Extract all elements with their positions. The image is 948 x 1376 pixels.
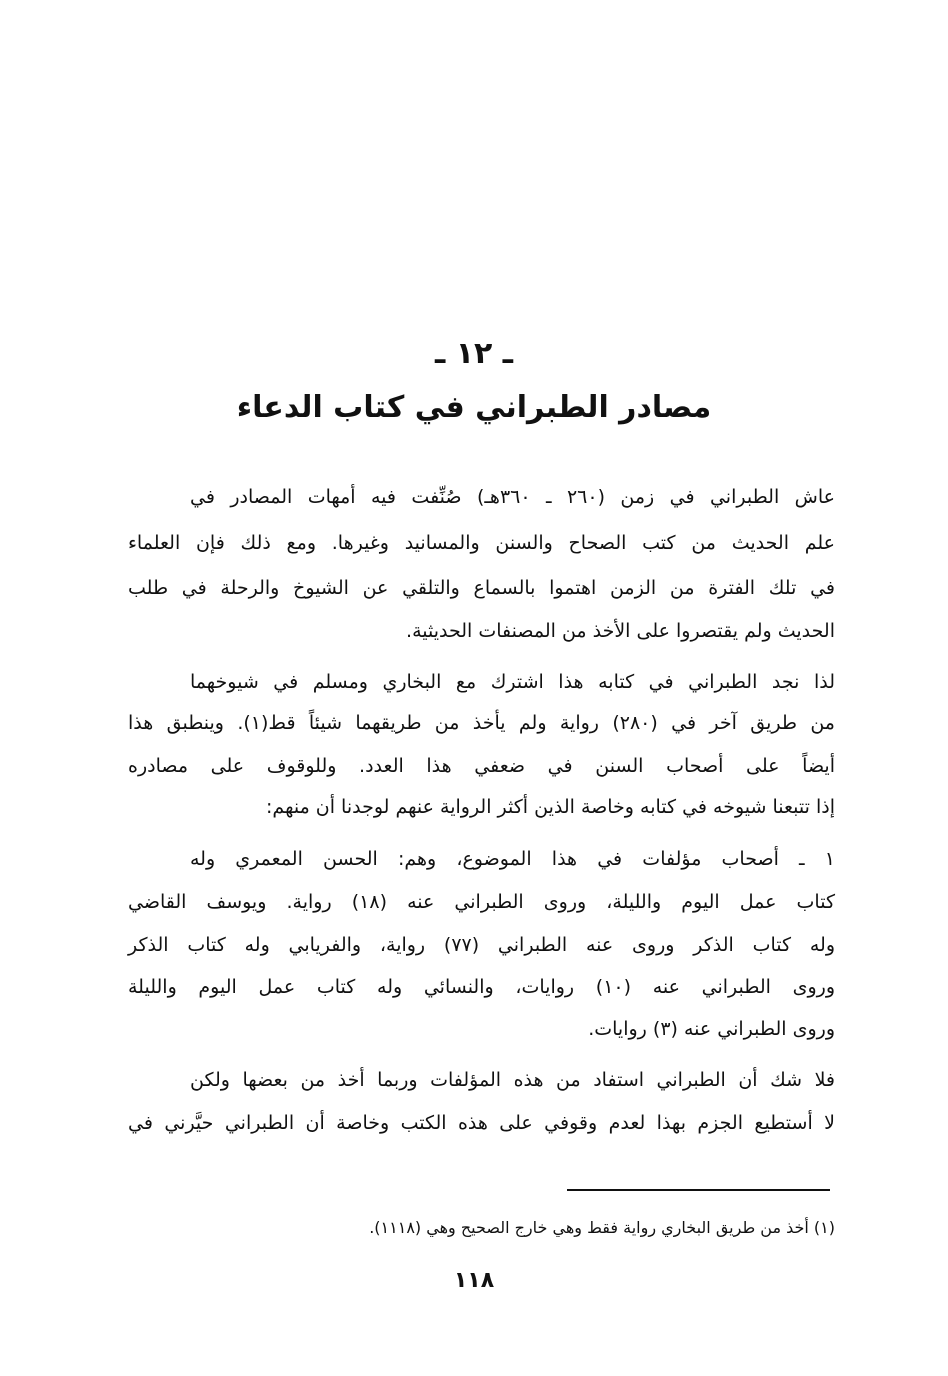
text-line: إذا تتبعنا شيوخه في كتابه وخاصة الذين أكثر الرواية عنهم لوجدنا أن منهم: xyxy=(266,796,835,818)
chapter-number: ـ ١٢ ـ xyxy=(434,336,514,371)
text-line: وروى الطبراني عنه (٣) روايات. xyxy=(588,1018,835,1040)
page-number: ١١٨ xyxy=(453,1268,495,1293)
text-line: كتاب عمل اليوم والليلة، وروى الطبراني عنه (١٨) رواية. ويوسف القاضي xyxy=(128,891,835,913)
text-line: أيضاً على أصحاب السنن في ضعفي هذا العدد. وللوقوف على مصادره xyxy=(128,755,835,777)
text-line: وله كتاب الذكر وروى عنه الطبراني (٧٧) رواية، والفريابي وله كتاب الذكر xyxy=(128,934,835,956)
text-line: ١ ـ أصحاب مؤلفات في هذا الموضوع، وهم: الحسن المعمري وله xyxy=(190,848,835,870)
text-line: الحديث ولم يقتصروا على الأخذ من المصنفات الحديثية. xyxy=(406,620,835,642)
text-line: لذا نجد الطبراني في كتابه هذا اشترك مع البخاري ومسلم في شيوخهما xyxy=(190,671,835,693)
text-line: من طريق آخر في (٢٨٠) رواية ولم يأخذ من طريقهما شيئاً قط(١). وينطبق هذا xyxy=(128,712,835,734)
text-line: علم الحديث من كتب الصحاح والسنن والمسانيد وغيرها. ومع ذلك فإن العلماء xyxy=(128,532,835,554)
text-line: عاش الطبراني في زمن (٢٦٠ ـ ٣٦٠هـ) صُنِّفت فيه أمهات المصادر في xyxy=(190,486,835,508)
footnote: (١) أخذ من طريق البخاري رواية فقط وهي خارج الصحيح وهي (١١١٨). xyxy=(369,1218,835,1237)
text-line: وروى الطبراني عنه (١٠) روايات، والنسائي وله كتاب عمل اليوم والليلة xyxy=(128,976,835,998)
text-line: لا أستطيع الجزم بهذا لعدم وقوفي على هذه الكتب وخاصة أن الطبراني حيَّرني في xyxy=(128,1112,835,1134)
text-line: في تلك الفترة من الزمن اهتموا بالسماع والتلقي عن الشيوخ والرحلة في طلب xyxy=(128,577,835,599)
text-line: فلا شك أن الطبراني استفاد من هذه المؤلفات وربما أخذ من بعضها ولكن xyxy=(190,1069,835,1091)
chapter-title: مصادر الطبراني في كتاب الدعاء xyxy=(236,390,712,425)
footnote-separator xyxy=(567,1189,830,1191)
